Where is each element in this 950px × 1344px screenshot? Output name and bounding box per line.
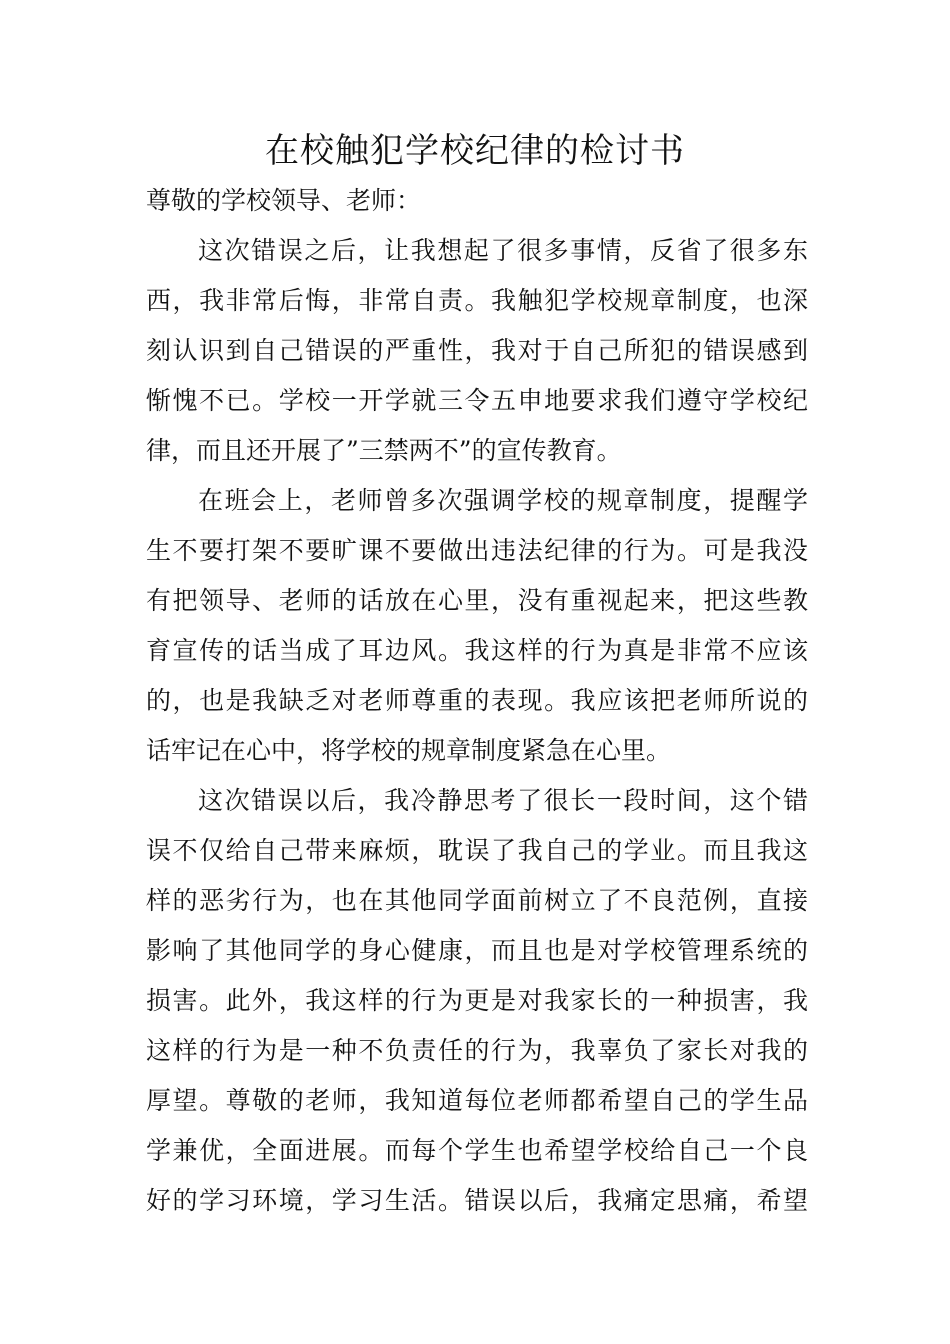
paragraph-line: 话牢记在心中，将学校的规章制度紧急在心里。 xyxy=(146,736,672,765)
paragraph-line: 育宣传的话当成了耳边风。我这样的行为真是非常不应该 xyxy=(146,636,808,665)
paragraph-2 xyxy=(146,476,808,776)
paragraph-line: 在班会上，老师曾多次强调学校的规章制度，提醒学 xyxy=(198,486,808,515)
salutation: 尊敬的学校领导、老师： xyxy=(146,186,422,215)
paragraph-line: 好的学习环境，学习生活。错误以后，我痛定思痛，希望 xyxy=(146,1186,808,1215)
paragraph-line: 样的恶劣行为，也在其他同学面前树立了不良范例，直接 xyxy=(146,886,808,915)
paragraph-line: 律，而且还开展了”三禁两不”的宣传教育。 xyxy=(146,436,622,465)
paragraph-3 xyxy=(146,776,808,1226)
paragraph-line: 有把领导、老师的话放在心里，没有重视起来，把这些教 xyxy=(146,586,808,615)
paragraph-line: 这次错误之后，让我想起了很多事情，反省了很多东 xyxy=(198,236,808,265)
paragraph-line: 生不要打架不要旷课不要做出违法纪律的行为。可是我没 xyxy=(146,536,808,565)
document-body xyxy=(146,176,808,1226)
paragraph-line: 误不仅给自己带来麻烦，耽误了我自己的学业。而且我这 xyxy=(146,836,808,865)
document-title: 在校触犯学校纪律的检讨书 xyxy=(265,131,685,171)
paragraph-line: 惭愧不已。学校一开学就三令五申地要求我们遵守学校纪 xyxy=(146,386,808,415)
paragraph-1 xyxy=(146,226,808,476)
paragraph-line: 厚望。尊敬的老师，我知道每位老师都希望自己的学生品 xyxy=(146,1086,808,1115)
paragraph-line: 学兼优，全面进展。而每个学生也希望学校给自己一个良 xyxy=(146,1136,808,1165)
paragraph-line: 影响了其他同学的身心健康，而且也是对学校管理系统的 xyxy=(146,936,808,965)
paragraph-line: 西，我非常后悔，非常自责。我触犯学校规章制度，也深 xyxy=(146,286,808,315)
paragraph-line: 的，也是我缺乏对老师尊重的表现。我应该把老师所说的 xyxy=(146,686,808,715)
paragraph-line: 刻认识到自己错误的严重性，我对于自己所犯的错误感到 xyxy=(146,336,808,365)
paragraph-line: 这样的行为是一种不负责任的行为，我辜负了家长对我的 xyxy=(146,1036,808,1065)
paragraph-line: 损害。此外，我这样的行为更是对我家长的一种损害，我 xyxy=(146,986,808,1015)
paragraph-line: 这次错误以后，我冷静思考了很长一段时间，这个错 xyxy=(198,786,808,815)
